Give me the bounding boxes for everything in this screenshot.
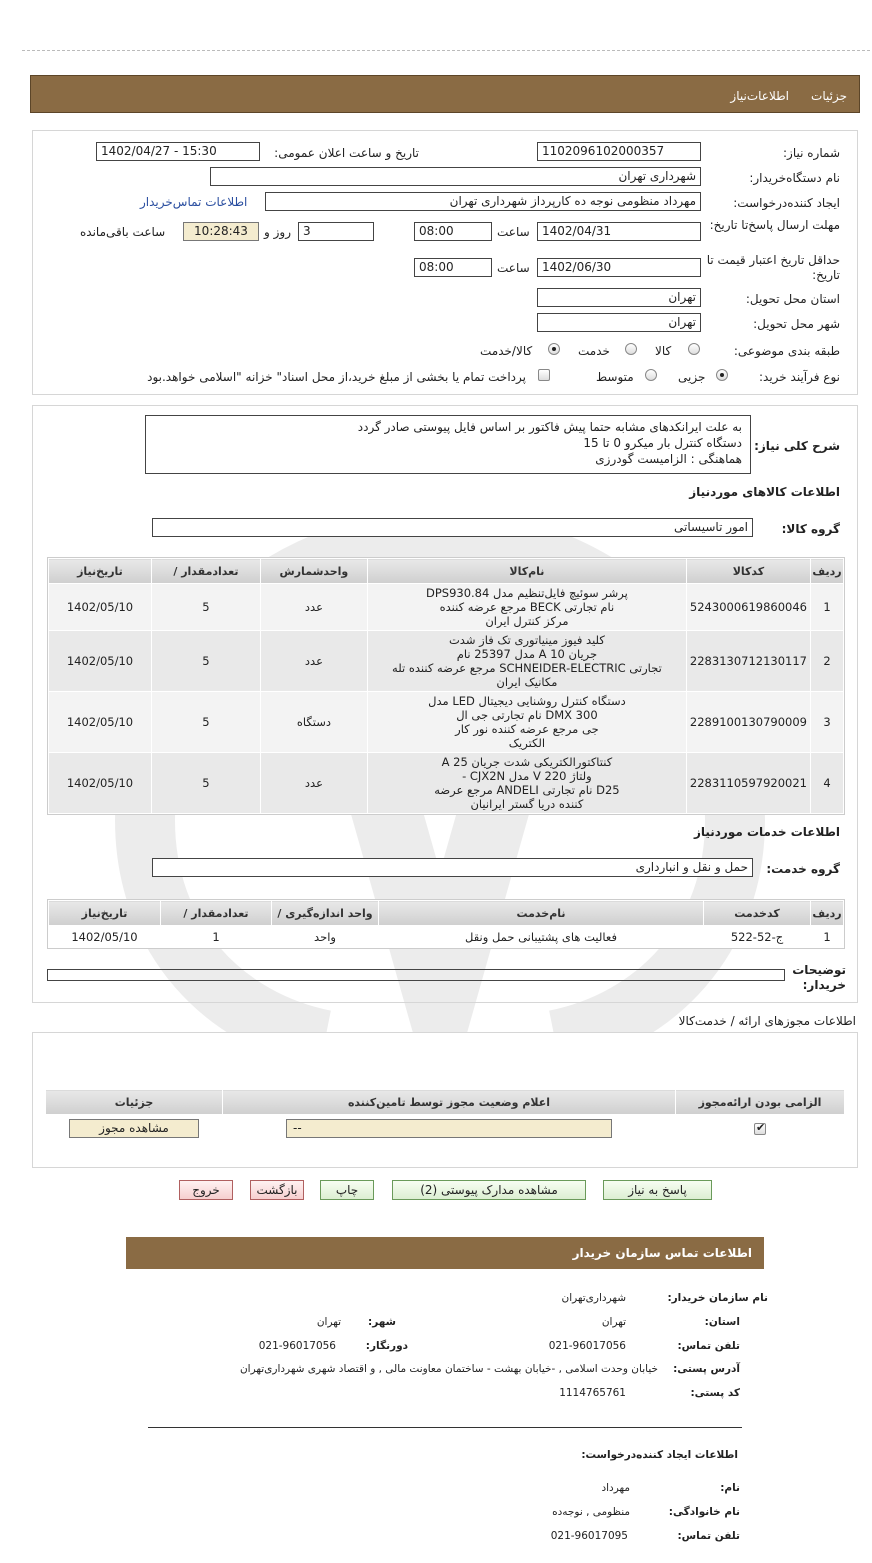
need-number-field: 1102096102000357 (537, 142, 701, 161)
services-cell-date: 1402/05/10 (49, 926, 161, 948)
creator-name-value: مهرداد (601, 1482, 630, 1494)
goods-cell-code: 2283130712130117 (686, 631, 810, 692)
top-divider (22, 50, 870, 51)
services-cell-unit: واحد (272, 926, 379, 948)
validity-time-label: ساعت (497, 261, 530, 275)
goods-name-line: تجارتی SCHNEIDER-ELECTRIC مرجع عرضه کننده تله (392, 661, 662, 675)
deadline-time-field: 08:00 (414, 222, 492, 241)
category-radio-both[interactable] (548, 343, 560, 355)
goods-col-date: تاریخ‌نیاز (49, 559, 152, 584)
goods-name-line: جریان 10 A مدل 25397 نام (456, 647, 598, 661)
goods-name-line: جی مرجع عرضه کننده نور کار (455, 722, 599, 736)
process-radio-medium[interactable] (645, 369, 657, 381)
check-icon: ✔ (756, 1121, 766, 1134)
tab-need-info[interactable]: اطلاعات‌نیاز (730, 89, 789, 103)
treasury-checkbox[interactable] (538, 369, 550, 381)
goods-col-name: نام‌کالا (367, 559, 686, 584)
province-label: استان محل تحویل: (745, 292, 840, 306)
goods-cell-date: 1402/05/10 (49, 584, 152, 631)
permits-col-details: جزئیات (46, 1090, 223, 1115)
buyer-notes-box (47, 969, 785, 981)
view-permit-button[interactable]: مشاهده مجوز (69, 1119, 199, 1138)
category-radio-service[interactable] (625, 343, 637, 355)
category-both-label: کالا/خدمت (480, 344, 533, 358)
permits-status-cell (223, 1115, 676, 1143)
description-line-3: هماهنگی : الزامیست گودرزی (595, 452, 742, 466)
city-label: شهر محل تحویل: (753, 317, 840, 331)
goods-name-line: الکتریک (508, 736, 546, 750)
goods-col-unit: واحدشمارش (260, 559, 367, 584)
process-medium-label: متوسط (596, 370, 634, 384)
permit-status-field: -- (286, 1119, 612, 1138)
buyer-field: شهرداری تهران (210, 167, 701, 186)
goods-group-label: گروه کالا: (781, 522, 840, 536)
services-col-date: تاریخ‌نیاز (49, 901, 161, 926)
process-radio-minor[interactable] (716, 369, 728, 381)
goods-cell-qty: 5 (151, 753, 260, 814)
remaining-timer: 10:28:43 (183, 222, 259, 241)
contact-city-label: شهر: (368, 1316, 396, 1328)
goods-group-field: امور تاسیساتی (152, 518, 753, 537)
buyer-label: نام دستگاه‌خریدار: (749, 171, 840, 185)
process-label: نوع فرآیند خرید: (759, 370, 840, 384)
contact-org-value: شهرداری‌تهران (561, 1292, 626, 1304)
print-button[interactable]: چاپ (320, 1180, 374, 1200)
description-line-2: دستگاه کنترل بار میکرو 0 تا 15 (583, 436, 742, 450)
permits-col-required: الزامی بودن ارائه‌مجوز (676, 1090, 845, 1115)
services-col-code: کدخدمت (704, 901, 811, 926)
announce-label: تاریخ و ساعت اعلان عمومی: (274, 146, 419, 160)
goods-cell-index: 3 (811, 692, 844, 753)
contact-phone-label: تلفن تماس: (677, 1340, 740, 1352)
reply-button[interactable]: پاسخ به نیاز (603, 1180, 712, 1200)
services-group-label: گروه خدمت: (766, 862, 840, 876)
contact-fax-value: 021-96017056 (258, 1340, 336, 1352)
remaining-label: ساعت باقی‌مانده (80, 225, 166, 239)
payment-note: پرداخت تمام یا بخشی از مبلغ خرید،از محل اسناد" خزانه "اسلامی خواهد.بود (147, 370, 526, 384)
permits-col-status: اعلام وضعیت مجوز توسط تامین‌کننده (223, 1090, 676, 1115)
category-radio-goods[interactable] (688, 343, 700, 355)
goods-table (48, 558, 844, 814)
goods-cell-code: 2283110597920021 (686, 753, 810, 814)
permit-required-checkbox (754, 1123, 766, 1135)
services-cell-code: ج-52-522 (704, 926, 811, 948)
goods-cell-name (367, 692, 686, 753)
goods-cell-date: 1402/05/10 (49, 753, 152, 814)
validity-date-field: 1402/06/30 (537, 258, 701, 277)
deadline-label: مهلت ارسال پاسخ‌تا تاریخ: (709, 218, 840, 232)
goods-cell-unit: عدد (260, 753, 367, 814)
goods-cell-qty: 5 (151, 692, 260, 753)
goods-cell-unit: عدد (260, 631, 367, 692)
services-col-index: ردیف (811, 901, 844, 926)
services-table-wrap (47, 899, 845, 949)
goods-col-code: کدکالا (686, 559, 810, 584)
goods-cell-code: 2289100130790009 (686, 692, 810, 753)
services-section-title: اطلاعات خدمات موردنیاز (693, 825, 840, 839)
goods-name-line: دستگاه کنترل روشنایی دیجیتال LED مدل (428, 694, 626, 708)
creator-family-label: نام خانوادگی: (668, 1506, 740, 1518)
back-button[interactable]: بازگشت (250, 1180, 304, 1200)
permits-table-wrap (45, 1089, 845, 1143)
contact-banner (126, 1237, 764, 1269)
description-box (145, 415, 751, 474)
goods-cell-name (367, 631, 686, 692)
permits-required-cell (676, 1115, 845, 1143)
exit-button[interactable]: خروج (179, 1180, 233, 1200)
goods-row (49, 631, 844, 692)
goods-cell-index: 1 (811, 584, 844, 631)
process-minor-label: جزیی (678, 370, 706, 384)
tab-details[interactable]: جزئیات (811, 89, 847, 103)
deadline-time-label: ساعت (497, 225, 530, 239)
goods-name-line: DMX 300 نام تجارتی جی ال (456, 708, 598, 722)
contact-postal-label: کد پستی: (690, 1387, 740, 1399)
goods-row (49, 584, 844, 631)
services-group-field: حمل و نقل و انبارداری (152, 858, 753, 877)
goods-name-line: ولتاژ 220 V مدل CJX2N - (462, 769, 592, 783)
days-label: روز و (264, 225, 291, 239)
goods-section-title: اطلاعات کالاهای موردنیاز (689, 485, 840, 499)
goods-cell-date: 1402/05/10 (49, 631, 152, 692)
contact-banner-title: اطلاعات تماس سازمان خریدار (572, 1246, 752, 1260)
goods-name-line: کلید فیوز مینیاتوری تک فاز شدت (448, 633, 605, 647)
validity-label: حداقل تاریخ اعتبار قیمت تا تاریخ: (706, 253, 840, 282)
contact-postal-value: 1114765761 (559, 1387, 626, 1399)
services-table (48, 900, 844, 948)
contact-phone-value: 021-96017056 (548, 1340, 626, 1352)
contact-province-value: تهران (601, 1316, 626, 1328)
description-line-1: به علت ایرانکدهای مشابه حتما پیش فاکتور بر اساس فایل پیوستی صادر گردد (357, 420, 742, 434)
goods-name-line: مکانیک ایران (496, 675, 558, 689)
deadline-date-field: 1402/04/31 (537, 222, 701, 241)
goods-row (49, 692, 844, 753)
category-service-label: خدمت (578, 344, 610, 358)
creator-phone-label: تلفن تماس: (677, 1530, 740, 1542)
services-col-qty: تعدادمقدار / (161, 901, 272, 926)
services-col-name: نام‌خدمت (379, 901, 704, 926)
buyer-notes-label: توضیحات خریدار: (792, 963, 846, 992)
goods-name-line: کنتاکتورالکتریکی شدت جریان 25 A (441, 755, 613, 769)
creator-phone-value: 021-96017095 (550, 1530, 628, 1542)
announce-field: 1402/04/27 - 15:30 (96, 142, 260, 161)
goods-col-qty: تعدادمقدار / (151, 559, 260, 584)
goods-col-index: ردیف (811, 559, 844, 584)
services-cell-name: فعالیت های پشتیبانی حمل ونقل (379, 926, 704, 948)
goods-row (49, 753, 844, 814)
validity-time-field: 08:00 (414, 258, 492, 277)
creator-info-title: اطلاعات ایجاد کننده‌درخواست: (581, 1449, 738, 1461)
creator-field: مهرداد منظومی نوجه ده کارپرداز شهرداری تهران (265, 192, 701, 211)
creator-family-value: منظومی , نوجه‌ده (552, 1506, 630, 1518)
goods-cell-qty: 5 (151, 631, 260, 692)
services-row (49, 926, 844, 948)
days-field: 3 (298, 222, 374, 241)
permits-table (45, 1089, 845, 1143)
contact-org-label: نام سازمان خریدار: (667, 1292, 768, 1304)
contact-city-value: تهران (316, 1316, 341, 1328)
contact-address-value: خیابان وحدت اسلامی , -خیابان بهشت - ساختمان معاونت مالی , و اقتصاد شهری شهرداری‌تهران (239, 1363, 658, 1375)
goods-cell-name (367, 584, 686, 631)
goods-cell-code: 5243000619860046 (686, 584, 810, 631)
contact-province-label: استان: (704, 1316, 740, 1328)
permits-details-cell (46, 1115, 223, 1143)
goods-name-line: پرشر سوئیچ فایل‌تنظیم مدل DPS930.84 (425, 586, 628, 600)
goods-cell-qty: 5 (151, 584, 260, 631)
services-cell-qty: 1 (161, 926, 272, 948)
contact-divider (148, 1427, 742, 1428)
goods-cell-name (367, 753, 686, 814)
goods-cell-index: 4 (811, 753, 844, 814)
category-label: طبقه بندی موضوعی: (733, 344, 840, 358)
buyer-contact-link[interactable]: اطلاعات تماس‌خریدار (140, 195, 248, 209)
creator-label: ایجاد کننده‌درخواست: (733, 196, 840, 210)
goods-cell-unit: دستگاه (260, 692, 367, 753)
goods-name-line: مرکز کنترل ایران (485, 614, 569, 628)
category-goods-label: کالا (655, 344, 672, 358)
services-col-unit: واحد اندازه‌گیری / (272, 901, 379, 926)
creator-name-label: نام: (720, 1482, 740, 1494)
tab-bar (30, 75, 860, 113)
goods-cell-index: 2 (811, 631, 844, 692)
goods-cell-unit: عدد (260, 584, 367, 631)
goods-name-line: کننده دریا گستر ایرانیان (470, 797, 584, 811)
goods-table-wrap (47, 557, 845, 815)
goods-name-line: نام تجارتی BECK مرجع عرضه کننده (439, 600, 615, 614)
city-field: تهران (537, 313, 701, 332)
need-number-label: شماره نیاز: (783, 146, 840, 160)
permits-title: اطلاعات مجوزهای ارائه / خدمت‌کالا (678, 1014, 856, 1028)
services-cell-index: 1 (811, 926, 844, 948)
goods-cell-date: 1402/05/10 (49, 692, 152, 753)
attachments-button[interactable]: مشاهده مدارک پیوستی (2) (392, 1180, 586, 1200)
province-field: تهران (537, 288, 701, 307)
contact-address-label: آدرس پستی: (673, 1363, 740, 1375)
permits-row (46, 1115, 845, 1143)
contact-fax-label: دورنگار: (365, 1340, 408, 1352)
goods-name-line: D25 نام تجارتی ANDELI مرجع عرضه (434, 783, 620, 797)
description-label: شرح کلی نیاز: (754, 439, 840, 453)
